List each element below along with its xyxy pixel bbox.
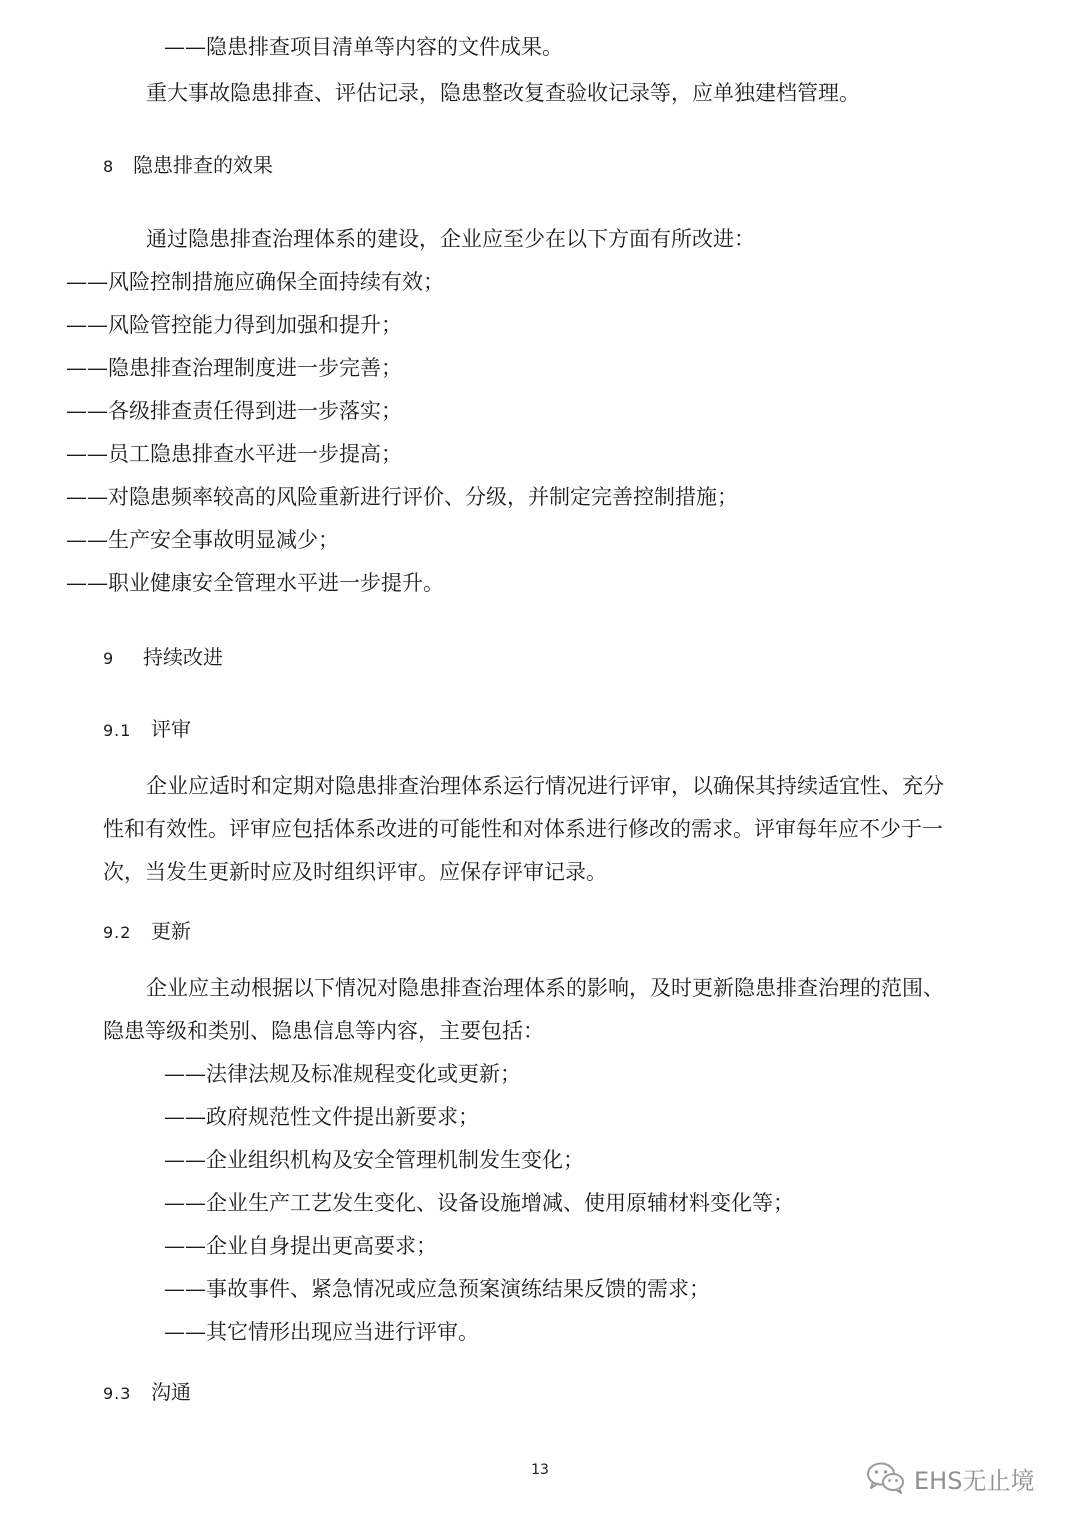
section-heading-9-2 (103, 916, 191, 948)
list-item: ——风险控制措施应确保全面持续有效； (66, 270, 444, 294)
list-item: ——风险管控能力得到加强和提升； (66, 313, 402, 337)
list-item: ——职业健康安全管理水平进一步提升。 (66, 571, 444, 595)
paragraph-line: 次，当发生更新时应及时组织评审。应保存评审记录。 (103, 860, 607, 884)
paragraph-line: 企业应适时和定期对隐患排查治理体系运行情况进行评审，以确保其持续适宜性、充分 (146, 774, 944, 798)
list-item: ——对隐患频率较高的风险重新进行评价、分级，并制定完善控制措施； (66, 485, 738, 509)
list-item: ——事故事件、紧急情况或应急预案演练结果反馈的需求； (164, 1277, 710, 1301)
page-number: 13 (531, 1462, 549, 1478)
list-item: ——隐患排查项目清单等内容的文件成果。 (164, 35, 563, 59)
section-heading-9-3 (103, 1377, 191, 1409)
section-number: 9 (103, 649, 115, 668)
watermark (866, 1460, 1034, 1496)
section-number: 9.2 (103, 923, 132, 942)
section-title: 隐患排查的效果 (133, 153, 273, 177)
watermark-label: EHS无止境 (914, 1466, 1035, 1495)
list-item: ——生产安全事故明显减少； (66, 528, 339, 552)
section-heading-8 (103, 150, 273, 182)
list-item: ——员工隐患排查水平进一步提高； (66, 442, 402, 466)
paragraph-line: 企业应主动根据以下情况对隐患排查治理体系的影响，及时更新隐患排查治理的范围、 (146, 976, 944, 1000)
wechat-icon (866, 1461, 906, 1495)
paragraph-line: 隐患等级和类别、隐患信息等内容，主要包括： (103, 1019, 544, 1043)
section-title: 评审 (151, 717, 191, 741)
section-heading-9-1 (103, 714, 191, 746)
list-item: ——隐患排查治理制度进一步完善； (66, 356, 402, 380)
section-title: 更新 (151, 919, 191, 943)
paragraph-line: 性和有效性。评审应包括体系改进的可能性和对体系进行修改的需求。评审每年应不少于一 (103, 817, 943, 841)
list-item: ——法律法规及标准规程变化或更新； (164, 1062, 521, 1086)
section-number: 8 (103, 157, 115, 176)
paragraph: 通过隐患排查治理体系的建设，企业应至少在以下方面有所改进： (146, 227, 755, 251)
section-title: 持续改进 (143, 645, 223, 669)
section-heading-9 (103, 642, 223, 674)
section-number: 9.1 (103, 721, 132, 740)
list-item: ——政府规范性文件提出新要求； (164, 1105, 479, 1129)
section-title: 沟通 (151, 1380, 191, 1404)
list-item: ——各级排查责任得到进一步落实； (66, 399, 402, 423)
list-item: ——企业组织机构及安全管理机制发生变化； (164, 1148, 584, 1172)
paragraph: 重大事故隐患排查、评估记录，隐患整改复查验收记录等，应单独建档管理。 (146, 81, 860, 105)
list-item: ——企业自身提出更高要求； (164, 1234, 437, 1258)
section-number: 9.3 (103, 1384, 132, 1403)
list-item: ——企业生产工艺发生变化、设备设施增减、使用原辅材料变化等； (164, 1191, 794, 1215)
list-item: ——其它情形出现应当进行评审。 (164, 1320, 479, 1344)
